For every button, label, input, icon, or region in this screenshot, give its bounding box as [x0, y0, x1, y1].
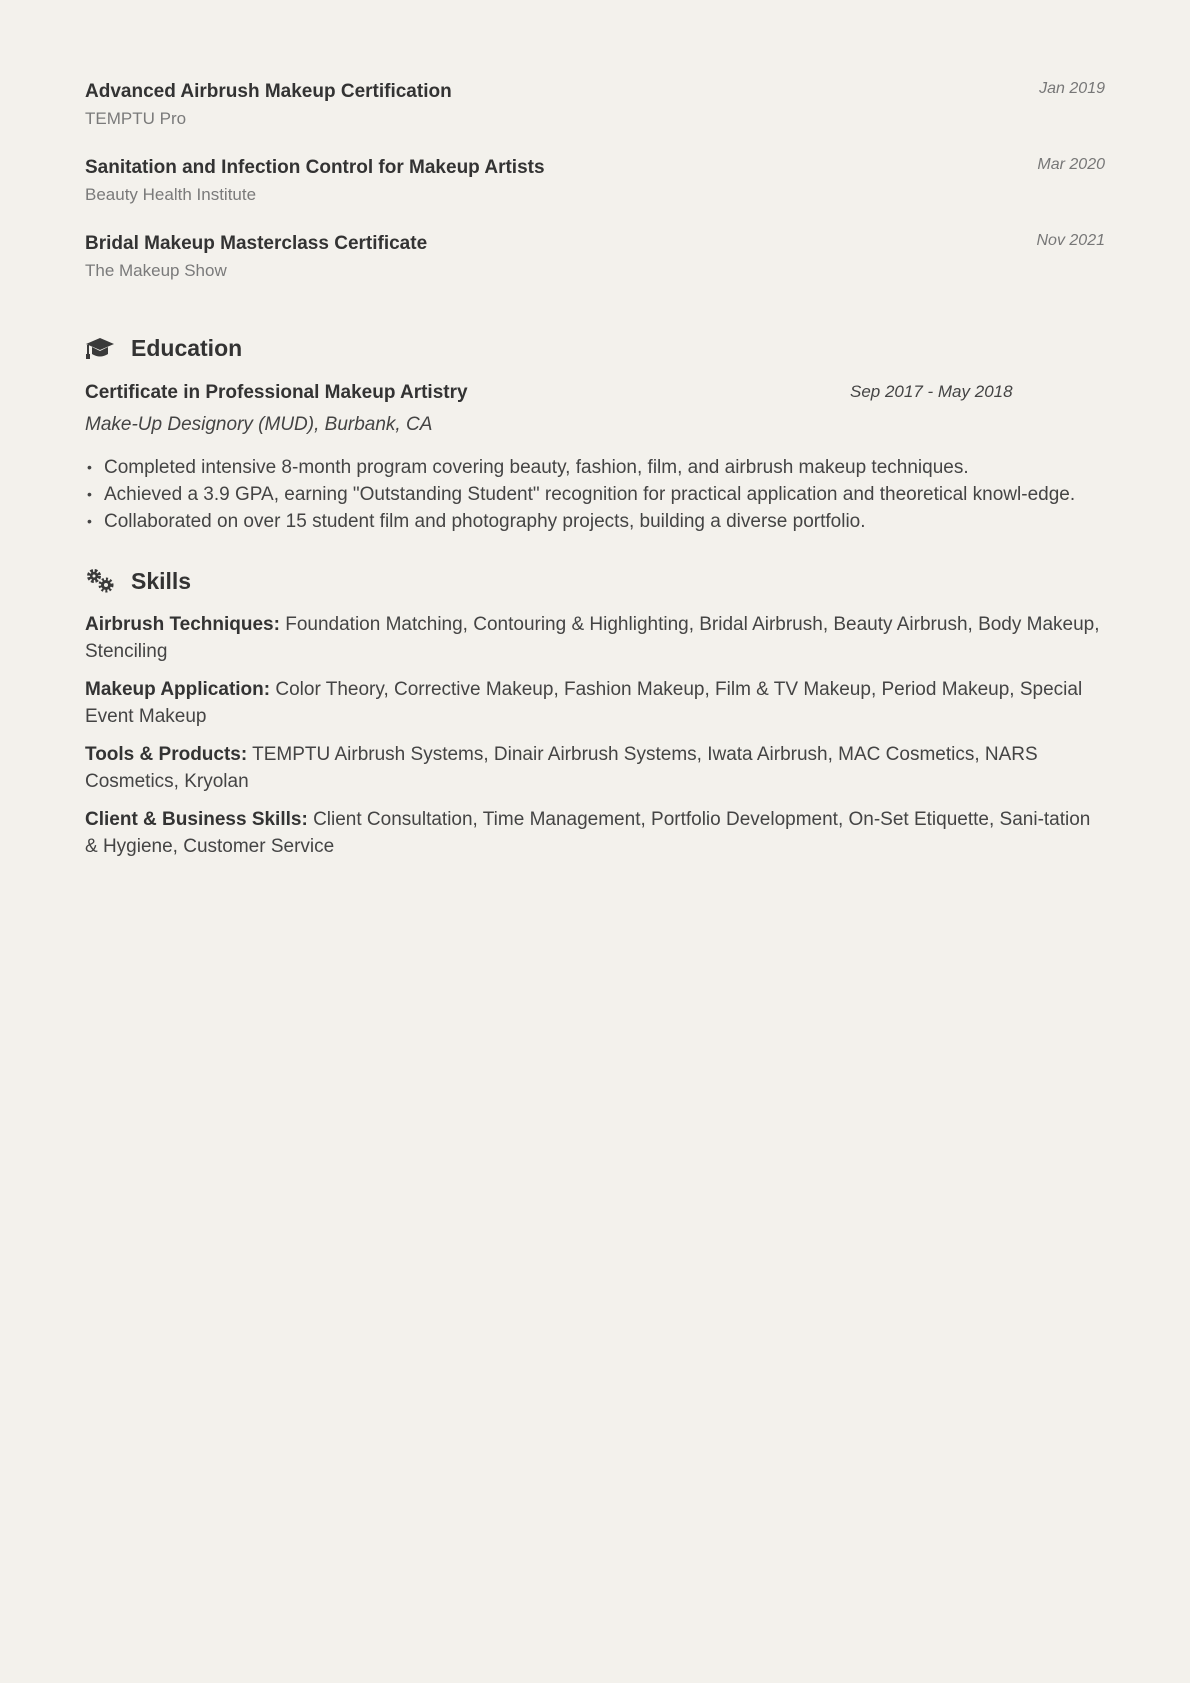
cert-org: The Makeup Show [85, 261, 227, 280]
education-heading [85, 328, 1105, 368]
certification-item [85, 154, 1105, 230]
education-bullets [85, 454, 1105, 535]
certification-item [85, 230, 1105, 306]
cert-title: Sanitation and Infection Control for Makeup Artists [85, 157, 545, 178]
skill-label: Tools & Products: [85, 744, 248, 765]
skill-value: Client Consultation, Time Management, Portfolio Development, On-Set Etiquette, Sani-tation & Hygiene, Customer Service [85, 809, 1091, 857]
skill-value: Foundation Matching, Contouring & Highlighting, Bridal Airbrush, Beauty Airbrush, Body Makeup, Stenciling [85, 614, 1100, 662]
cert-org: Beauty Health Institute [85, 185, 257, 204]
cert-date: Nov 2021 [1036, 232, 1105, 249]
skills-heading [85, 561, 1105, 601]
graduation-cap-icon [85, 335, 115, 361]
cert-title: Bridal Makeup Masterclass Certificate [85, 233, 428, 254]
skill-label: Client & Business Skills: [85, 809, 308, 830]
skill-value: TEMPTU Airbrush Systems, Dinair Airbrush Systems, Iwata Airbrush, MAC Cosmetics, NARS Cosmetics, Kryolan [85, 744, 1038, 792]
skill-row [85, 676, 1105, 730]
skill-label: Airbrush Techniques: [85, 614, 280, 635]
education-entry [85, 378, 1105, 535]
list-item: • Achieved a 3.9 GPA, earning "Outstanding Student" recognition for practical application and theoretical knowl-edge. [85, 481, 1105, 508]
section-title: Education [131, 334, 243, 361]
skill-row [85, 741, 1105, 795]
skill-row [85, 806, 1105, 860]
skill-label: Makeup Application: [85, 679, 271, 700]
skill-row [85, 611, 1105, 665]
list-item: • Collaborated on over 15 student film and photography projects, building a diverse portfolio. [85, 508, 1105, 535]
cert-org: TEMPTU Pro [85, 109, 187, 128]
cert-date: Jan 2019 [1039, 80, 1105, 97]
certification-item [85, 78, 1105, 154]
resume-page [85, 78, 1105, 871]
certifications-list [85, 78, 1105, 306]
gears-icon [85, 568, 115, 594]
school-location: Make-Up Designory (MUD), Burbank, CA [85, 414, 433, 435]
skill-value: Color Theory, Corrective Makeup, Fashion Makeup, Film & TV Makeup, Period Makeup, Special Event Makeup [85, 679, 1083, 727]
cert-title: Advanced Airbrush Makeup Certification [85, 81, 452, 102]
list-item: • Completed intensive 8-month program covering beauty, fashion, film, and airbrush makeup techniques. [85, 454, 1105, 481]
skills-list [85, 611, 1105, 860]
section-title: Skills [131, 567, 192, 594]
cert-date: Mar 2020 [1037, 156, 1105, 173]
education-dates: Sep 2017 - May 2018 [850, 382, 1013, 401]
degree-title: Certificate in Professional Makeup Artistry [85, 382, 468, 403]
